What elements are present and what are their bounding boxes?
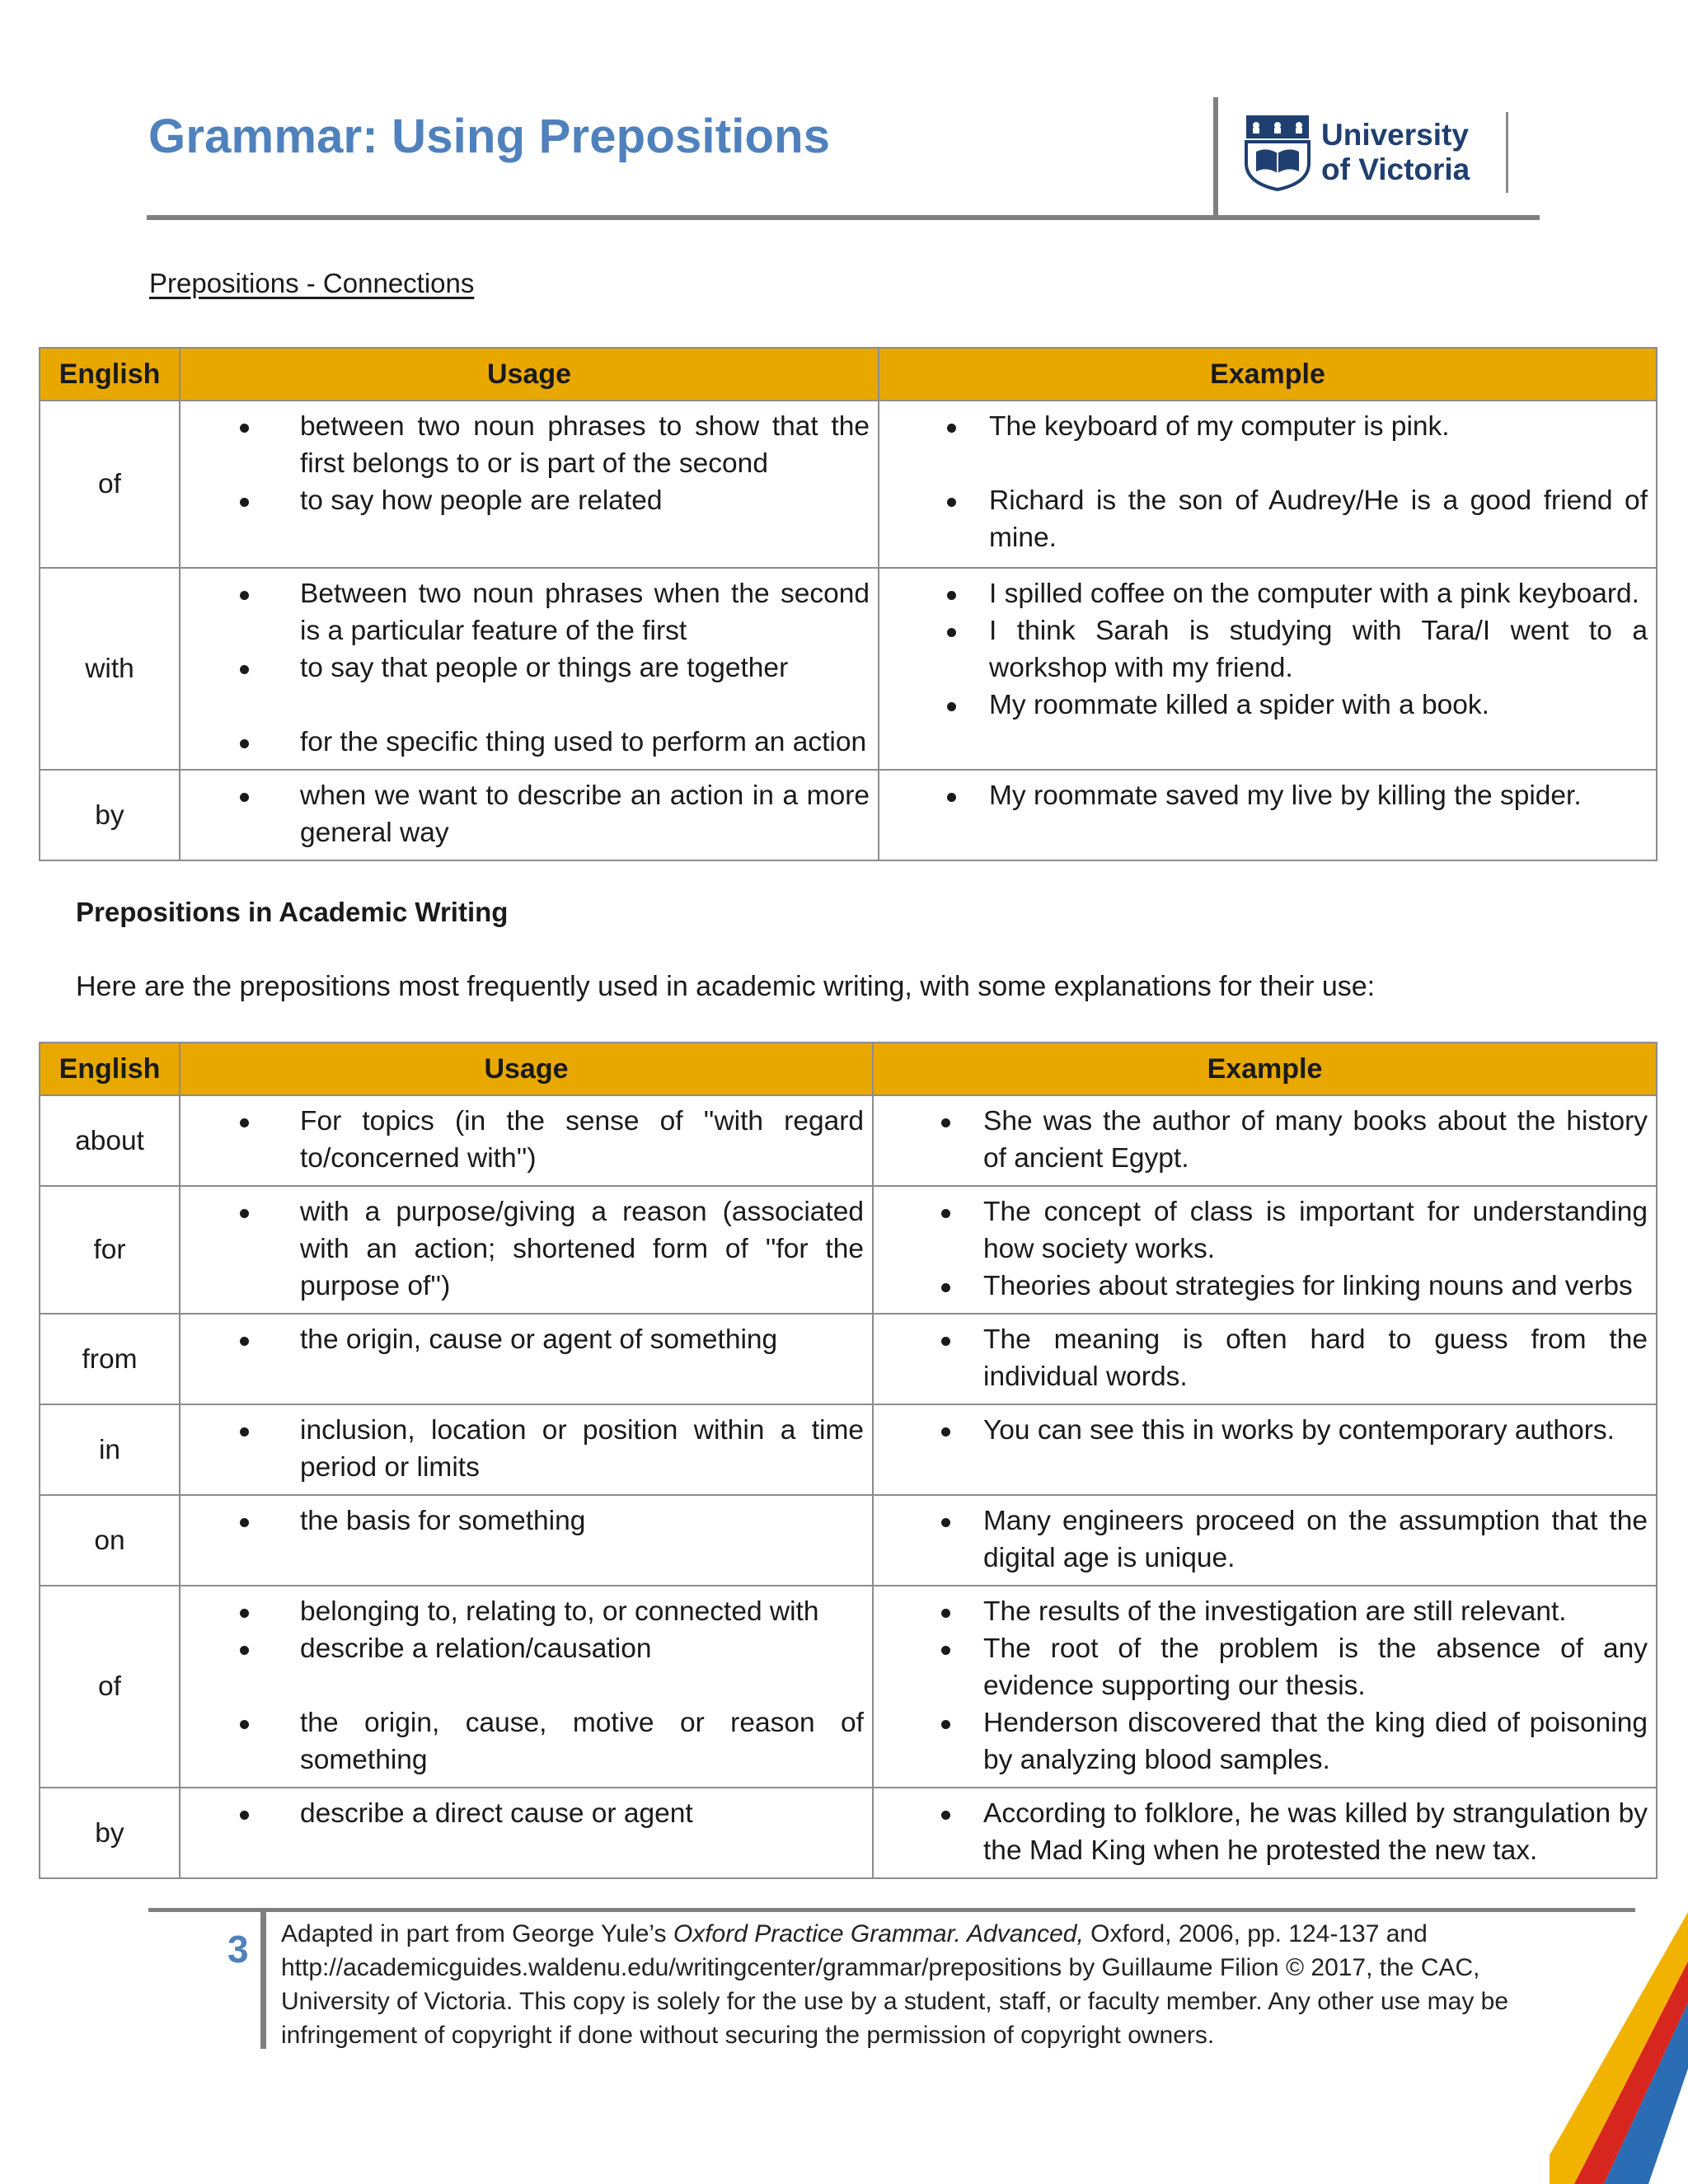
preposition-cell: by — [40, 1788, 180, 1878]
list-item: describe a direct cause or agent — [189, 1795, 864, 1832]
footer-divider — [148, 1908, 1635, 1912]
column-header-english: English — [40, 348, 180, 401]
preposition-cell: in — [40, 1404, 180, 1495]
preposition-cell: of — [40, 401, 180, 568]
list-item: According to folklore, he was killed by strangulation by the Mad King when he protested the new tax. — [882, 1795, 1648, 1869]
example-cell — [873, 1186, 1657, 1314]
shield-icon — [1245, 114, 1311, 191]
footer-citation — [281, 1917, 1567, 2052]
list-item: For topics (in the sense of ''with regard to/concerned with'') — [189, 1103, 864, 1177]
list-item: belonging to, relating to, or connected with — [189, 1593, 864, 1630]
table-row — [40, 1495, 1657, 1586]
logo-wordmark — [1321, 118, 1470, 187]
list-item: for the specific thing used to perform an action — [189, 724, 870, 761]
table-row — [40, 1186, 1657, 1314]
table-row — [40, 568, 1657, 770]
usage-cell — [180, 1095, 873, 1186]
usage-cell — [180, 1186, 873, 1314]
list-item: describe a relation/causation — [189, 1630, 864, 1667]
table-row — [40, 1788, 1657, 1878]
usage-cell — [180, 770, 879, 860]
list-item: I spilled coffee on the computer with a pink keyboard. — [888, 575, 1648, 612]
example-cell — [879, 401, 1657, 568]
example-cell — [879, 770, 1657, 860]
usage-cell — [180, 401, 879, 568]
logo-divider — [1506, 112, 1508, 193]
list-item: She was the author of many books about the history of ancient Egypt. — [882, 1103, 1648, 1177]
list-item: The keyboard of my computer is pink. — [888, 408, 1648, 445]
example-cell — [873, 1314, 1657, 1404]
logo-line-2: of Victoria — [1321, 152, 1470, 186]
preposition-cell: for — [40, 1186, 180, 1314]
list-item: the basis for something — [189, 1502, 864, 1540]
header-divider — [147, 215, 1540, 220]
usage-cell — [180, 1586, 873, 1788]
preposition-cell: about — [40, 1095, 180, 1186]
example-cell — [873, 1495, 1657, 1586]
example-cell — [873, 1095, 1657, 1186]
list-item: the origin, cause, motive or reason of something — [189, 1704, 864, 1779]
column-header-english: English — [40, 1043, 180, 1095]
column-header-example: Example — [873, 1043, 1657, 1095]
preposition-cell: on — [40, 1495, 180, 1586]
table-row — [40, 1586, 1657, 1788]
footer-text-part2: Oxford, 2006, pp. 124-137 and http://academicguides.waldenu.edu/writingcenter/grammar/prepositions by Guillaume Filion © 2017, the CAC, University of Victoria. This copy is solely for the use by a student, staff, or faculty member. Any other use may be infringement of copyright if done without securing the permission of copyright owners. — [281, 1920, 1509, 2049]
corner-stripes-decoration — [1550, 1863, 1688, 2184]
list-item: inclusion, location or position within a time period or limits — [189, 1412, 864, 1486]
list-item: between two noun phrases to show that the first belongs to or is part of the second — [189, 408, 870, 482]
list-item: You can see this in works by contemporary authors. — [882, 1412, 1648, 1449]
section-title-connections: Prepositions - Connections — [149, 268, 475, 298]
list-item: Richard is the son of Audrey/He is a good friend of mine. — [888, 482, 1648, 556]
example-cell — [873, 1788, 1657, 1878]
university-logo — [1245, 114, 1508, 191]
list-item: My roommate saved my live by killing the spider. — [888, 777, 1648, 814]
list-item: to say that people or things are together — [189, 649, 870, 687]
preposition-cell: with — [40, 568, 180, 770]
list-item: The concept of class is important for understanding how society works. — [882, 1193, 1648, 1268]
page-number: 3 — [227, 1928, 249, 1971]
table-row — [40, 770, 1657, 860]
list-item: I think Sarah is studying with Tara/I went to a workshop with my friend. — [888, 612, 1648, 687]
academic-prepositions-table — [39, 1042, 1658, 1879]
list-item: to say how people are related — [189, 482, 870, 519]
list-item: the origin, cause or agent of something — [189, 1321, 864, 1358]
table-row — [40, 1095, 1657, 1186]
list-item: with a purpose/giving a reason (associated with an action; shortened form of ''for the purpose of'') — [189, 1193, 864, 1305]
list-item: The meaning is often hard to guess from the individual words. — [882, 1321, 1648, 1395]
example-cell — [879, 568, 1657, 770]
preposition-cell: of — [40, 1586, 180, 1788]
footer-divider-vertical — [260, 1912, 266, 2049]
usage-cell — [180, 1404, 873, 1495]
usage-cell — [180, 1788, 873, 1878]
table-row — [40, 1314, 1657, 1404]
usage-cell — [180, 1495, 873, 1586]
column-header-usage: Usage — [180, 1043, 873, 1095]
table-row — [40, 401, 1657, 568]
column-header-usage: Usage — [180, 348, 879, 401]
list-item: Many engineers proceed on the assumption that the digital age is unique. — [882, 1502, 1648, 1577]
example-cell — [873, 1586, 1657, 1788]
preposition-cell: by — [40, 770, 180, 860]
connections-table — [39, 347, 1658, 861]
footer-book-title: Oxford Practice Grammar. Advanced, — [673, 1920, 1084, 1947]
usage-cell — [180, 1314, 873, 1404]
page-title: Grammar: Using Prepositions — [148, 110, 831, 163]
list-item: Between two noun phrases when the second is a particular feature of the first — [189, 575, 870, 649]
example-cell — [873, 1404, 1657, 1495]
list-item: My roommate killed a spider with a book. — [888, 687, 1648, 724]
list-item: The results of the investigation are still relevant. — [882, 1593, 1648, 1630]
preposition-cell: from — [40, 1314, 180, 1404]
logo-line-1: University — [1321, 118, 1469, 152]
list-item: Theories about strategies for linking nouns and verbs — [882, 1268, 1648, 1305]
footer-text-part1: Adapted in part from George Yule’s — [281, 1920, 673, 1947]
list-item: when we want to describe an action in a more general way — [189, 777, 870, 851]
table-header-row — [40, 348, 1657, 401]
table-header-row — [40, 1043, 1657, 1095]
table-row — [40, 1404, 1657, 1495]
usage-cell — [180, 568, 879, 770]
list-item: The root of the problem is the absence of any evidence supporting our thesis. — [882, 1630, 1648, 1704]
section-heading-academic: Prepositions in Academic Writing — [76, 897, 509, 927]
header-divider-vertical — [1213, 97, 1218, 219]
section-intro-text: Here are the prepositions most frequently used in academic writing, with some explanations for their use: — [76, 971, 1376, 1002]
list-item: Henderson discovered that the king died of poisoning by analyzing blood samples. — [882, 1704, 1648, 1779]
column-header-example: Example — [879, 348, 1657, 401]
